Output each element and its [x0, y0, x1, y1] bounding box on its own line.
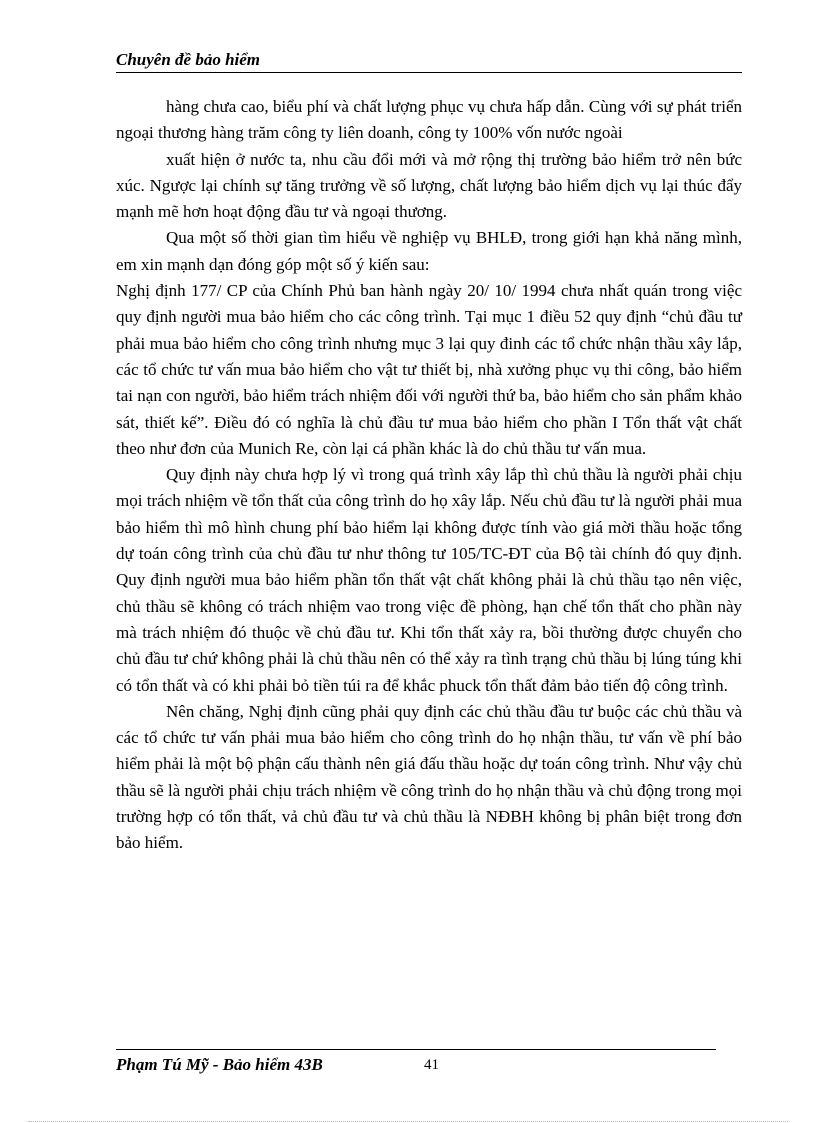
- footer-divider: [116, 1049, 716, 1050]
- footer-author: Phạm Tú Mỹ - Bảo hiểm 43B: [116, 1055, 323, 1074]
- document-body: [116, 94, 742, 857]
- paragraph-1: hàng chưa cao, biểu phí và chất lượng phục vụ chưa hấp dẫn. Cùng với sự phát triển ngoại thương hàng trăm công ty liên doanh, công ty 100% vốn nước ngoài: [116, 97, 742, 143]
- page-header: [116, 50, 742, 73]
- paragraph-2: xuất hiện ở nước ta, nhu cầu đổi mới và mở rộng thị trường bảo hiểm trở nên bức xúc. Ngược lại chính sự tăng trưởng về số lượng, chất lượng bảo hiểm dịch vụ lại thúc đẩy mạnh mẽ hơn hoạt động đầu tư và ngoại thương.: [116, 149, 742, 222]
- paragraph-3: Qua một số thời gian tìm hiểu về nghiệp vụ BHLĐ, trong giới hạn khả năng mình, em xin mạnh dạn đóng góp một số ý kiến sau:: [116, 228, 742, 274]
- document-title: Chuyên đề bảo hiểm: [116, 50, 261, 69]
- paragraph-5: Quy định này chưa hợp lý vì trong quá trình xây lắp thì chủ thầu là người phải chịu mọi trách nhiệm về tổn thất của công trình do họ xây lắp. Nếu chủ đầu tư là người phải mua bảo hiểm thì mô hình chung phí bảo hiểm lại không được tính vào giá mời thầu hoặc tổng dự toán công trình của chủ đầu tư như thông tư 105/TC-ĐT của Bộ tài chính đó quy định. Quy định người mua bảo hiểm phần tổn thất vật chất không phải là chủ thầu tạo nên việc, chủ thầu sẽ không có trách nhiệm vao trong việc đề phòng, hạn chế tổn thất cho phần này mà trách nhiệm đó thuộc về chủ đầu tư. Khi tổn thất xảy ra, bồi thường được chuyển cho chủ đầu tư chứ không phải là chủ thầu nên có thể xảy ra tình trạng chủ thầu bị lúng túng khi có tổn thất và có khi phải bỏ tiền túi ra để khắc phuck tổn thất đảm bảo tiến độ công trình.: [116, 465, 742, 695]
- page-number: 41: [424, 1057, 439, 1073]
- paragraph-4: Nghị định 177/ CP của Chính Phủ ban hành ngày 20/ 10/ 1994 chưa nhất quán trong việc quy định người mua bảo hiểm cho các công trình. Tại mục 1 điều 52 quy định “chủ đầu tư phải mua bảo hiểm cho công trình nhưng mục 3 lại quy đinh các tổ chức nhận thầu xây lắp, các tổ chức tư vấn mua bảo hiểm cho vật tư thiết bị, nhà xưởng phục vụ thi công, bảo hiểm tai nạn con người, bảo hiểm trách nhiệm đối với người thứ ba, bảo hiểm cho sản phẩm khảo sát, thiết kế”. Điều đó có nghĩa là chủ đầu tư mua bảo hiểm cho phần I Tổn thất vật chất theo như đơn của Munich Re, còn lại cá phần khác là do chủ thầu tư vấn mua.: [116, 281, 742, 458]
- paragraph-6: Nên chăng, Nghị định cũng phải quy định các chủ thầu đầu tư buộc các chủ thầu và các tổ chức tư vấn phải mua bảo hiểm cho công trình do họ nhận thầu, tư vấn về phí bảo hiểm phải là một bộ phận cấu thành nên giá đấu thầu hoặc dự toán công trình. Như vậy chủ thầu sẽ là người phải chịu trách nhiệm về công trình do họ nhận thầu và chủ động trong mọi trường hợp có tổn thất, vả chủ đầu tư và chủ thầu là NĐBH không bị phân biệt trong đơn bảo hiểm.: [116, 701, 742, 853]
- page-bottom-border: [28, 1121, 788, 1122]
